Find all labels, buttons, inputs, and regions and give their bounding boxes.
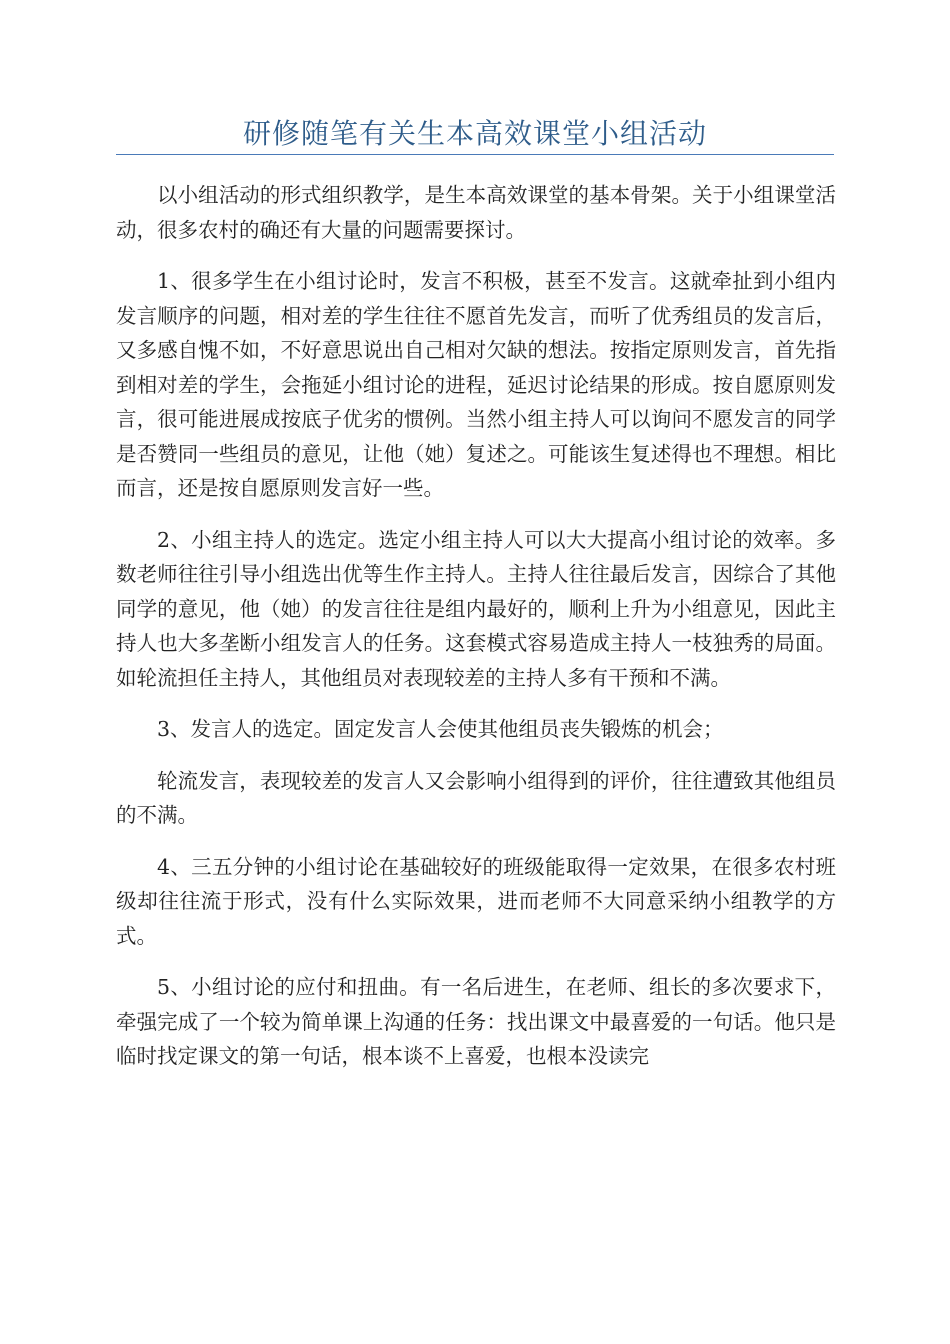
paragraph-intro: 以小组活动的形式组织教学，是生本高效课堂的基本骨架。关于小组课堂活动，很多农村的确还有大量的问题需要探讨。: [116, 183, 836, 242]
paragraph-point-2: 2、小组主持人的选定。选定小组主持人可以大大提高小组讨论的效率。多数老师往往引导小组选出优等生作主持人。主持人往往最后发言，因综合了其他同学的意见，他（她）的发言往往是组内最好的，顺利上升为小组意见，因此主持人也大多垄断小组发言人的任务。这套模式容易造成主持人一枝独秀的局面。如轮流担任主持人，其他组员对表现较差的主持人多有干预和不满。: [116, 527, 836, 690]
paragraph-point-3-continued: 轮流发言，表现较差的发言人又会影响小组得到的评价，往往遭致其他组员的不满。: [116, 768, 836, 827]
paragraph-point-5: 5、小组讨论的应付和扭曲。有一名后进生，在老师、组长的多次要求下，牵强完成了一个较为简单课上沟通的任务：找出课文中最喜爱的一句话。他只是临时找定课文的第一句话，根本谈不上喜爱，也根本没读完: [116, 975, 836, 1068]
paragraph-point-4: 4、三五分钟的小组讨论在基础较好的班级能取得一定效果，在很多农村班级却往往流于形式，没有什么实际效果，进而老师不大同意采纳小组教学的方式。: [116, 854, 836, 948]
document-body: [116, 178, 836, 1091]
paragraph-point-1: 1、很多学生在小组讨论时，发言不积极，甚至不发言。这就牵扯到小组内发言顺序的问题，相对差的学生往往不愿首先发言，而听了优秀组员的发言后，又多感自愧不如，不好意思说出自己相对欠缺的想法。按指定原则发言，首先指到相对差的学生，会拖延小组讨论的进程，延迟讨论结果的形成。按自愿原则发言，很可能进展成按底子优劣的惯例。当然小组主持人可以询问不愿发言的同学是否赞同一些组员的意见，让他（她）复述之。可能该生复述得也不理想。相比而言，还是按自愿原则发言好一些。: [116, 269, 836, 500]
document-title: 研修随笔有关生本高效课堂小组活动: [242, 117, 707, 150]
title-underline: [116, 154, 834, 155]
paragraph-point-3: 3、发言人的选定。固定发言人会使其他组员丧失锻炼的机会；: [157, 717, 724, 741]
